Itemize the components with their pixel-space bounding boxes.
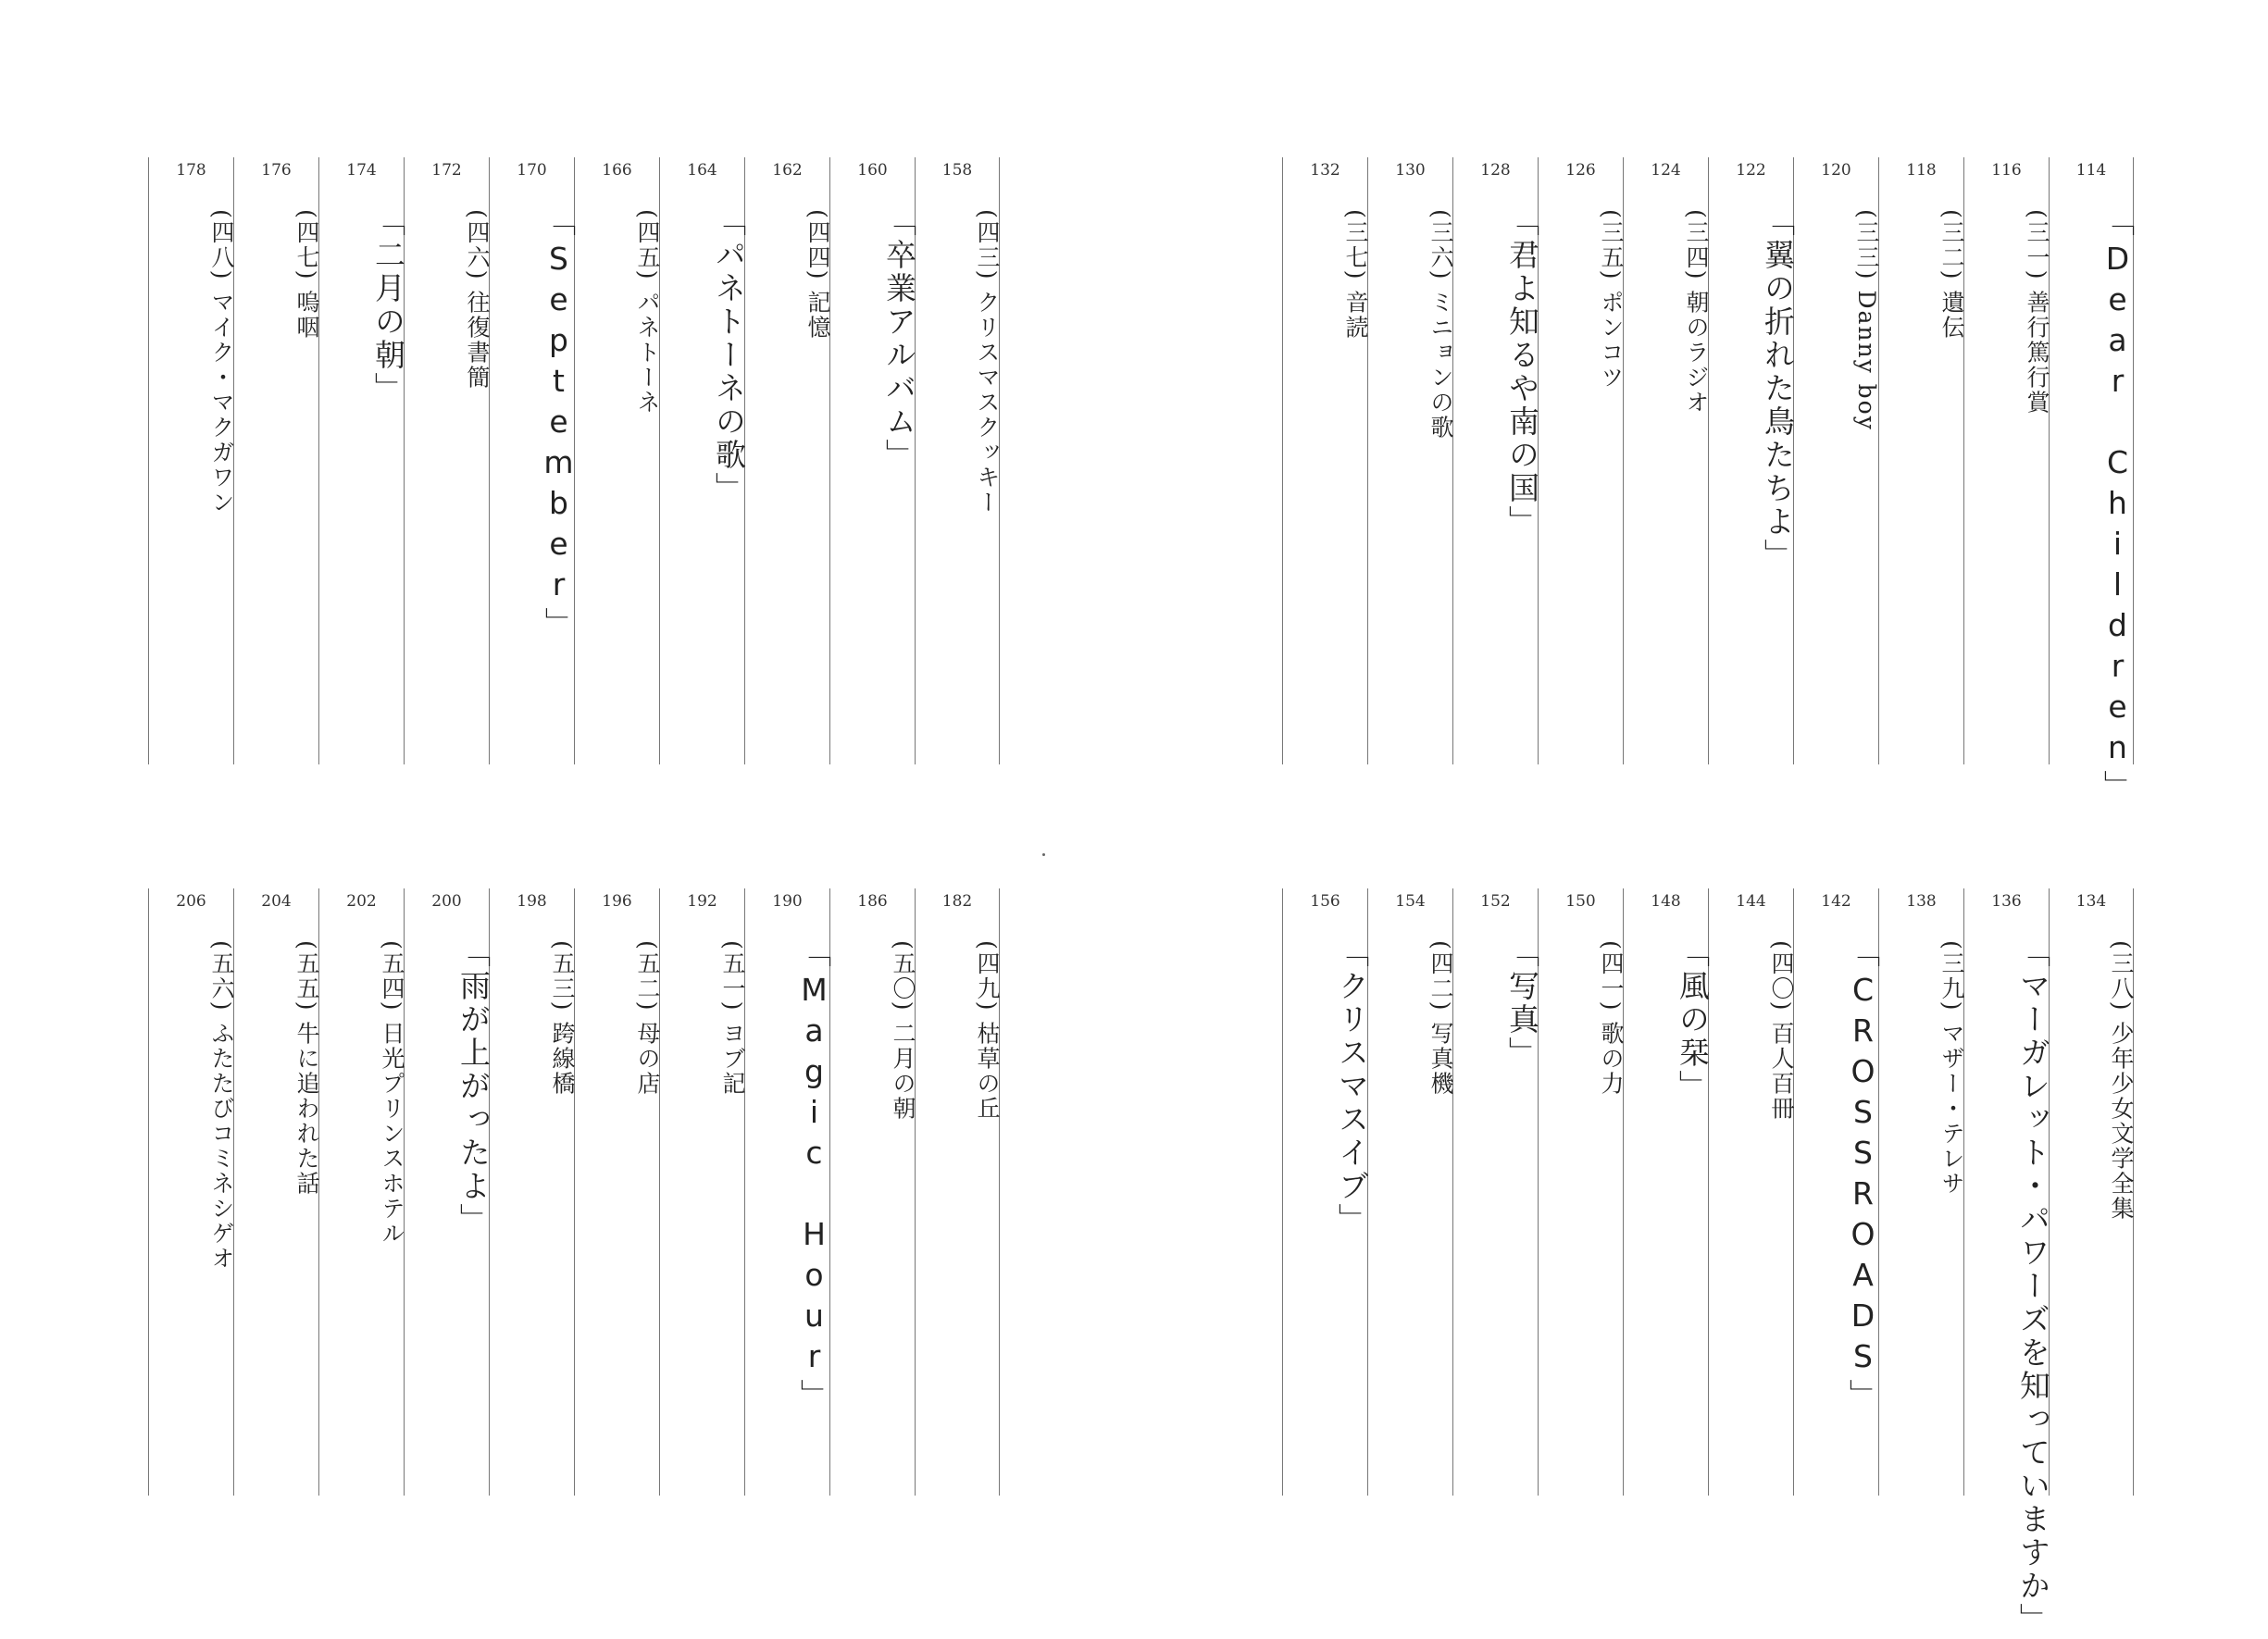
toc-entry[interactable] [1452,157,1538,764]
page-number: 148 [1651,892,1681,911]
page-number: 196 [602,892,632,911]
toc-entry[interactable] [404,157,489,764]
entry-title: (三八) 少年少女文学全集 [2108,940,2135,1222]
toc-entry[interactable] [1878,888,1963,1496]
page-number: 200 [431,892,462,911]
page-number: 150 [1565,892,1596,911]
page-number: 204 [261,892,292,911]
toc-bottom-left-block [148,888,1000,1496]
page-number: 160 [857,161,888,180]
entry-title: (四六) 往復書簡 [464,209,491,391]
toc-entry[interactable] [318,157,404,764]
toc-entry[interactable] [489,888,574,1496]
page-number: 126 [1565,161,1596,180]
entry-title: 「二月の朝」 [370,205,406,405]
entry-title: 「クリスマスイブ」 [1334,937,1370,1236]
entry-title: (四八) マイク・マクガワン [208,209,235,515]
toc-entry[interactable] [404,888,492,1496]
toc-entry[interactable] [1963,888,2051,1636]
page-number: 172 [431,161,462,180]
toc-top-left-block [148,157,1000,764]
toc-entry[interactable] [1367,157,1452,764]
toc-entry[interactable] [659,888,744,1496]
toc-entry[interactable] [1538,888,1623,1496]
page-number: 178 [176,161,206,180]
entry-title: 「君よ知るや南の国」 [1504,205,1540,539]
page-number: 156 [1310,892,1340,911]
page-number: 198 [517,892,547,911]
center-mark [1042,853,1045,856]
entry-title: (四七) 嗚咽 [293,209,320,341]
toc-top-right-block [1282,157,2136,805]
toc-entry[interactable] [915,157,1000,764]
entry-title: (五〇) 二月の朝 [890,940,916,1122]
entry-title: 「雨が上がったよ」 [455,937,492,1236]
toc-entry[interactable] [233,888,318,1496]
toc-entry[interactable] [1367,888,1452,1496]
toc-entry[interactable] [574,888,659,1496]
entry-title: 「卒業アルバム」 [881,205,917,472]
toc-entry[interactable] [1793,888,1881,1496]
entry-title: (五六) ふたたびコミネシゲオ [208,940,235,1272]
entry-title: (五五) 牛に追われた話 [293,940,320,1197]
entry-title: 「September」 [541,205,577,642]
toc-entry[interactable] [1538,157,1623,764]
page-number: 122 [1736,161,1766,180]
page-number: 136 [1991,892,2022,911]
entry-title: 「パネトーネの歌」 [711,205,747,505]
toc-entry[interactable] [1708,157,1796,764]
entry-title: (五三) 跨線橋 [549,940,576,1097]
page-number: 128 [1480,161,1511,180]
entry-title: (三一) 善行篤行賞 [2024,209,2050,416]
page-number: 120 [1821,161,1851,180]
entry-title: 「翼の折れた鳥たちよ」 [1760,205,1796,572]
entry-title: (五二) 母の店 [634,940,661,1097]
toc-entry[interactable] [1282,157,1367,764]
entry-title: 「Dear Children」 [2100,205,2136,805]
toc-entry[interactable] [744,888,832,1496]
entry-title: 「写真」 [1504,937,1540,1070]
entry-title: 「CROSSROADS」 [1845,937,1881,1414]
entry-title: (三五) ポンコツ [1598,209,1625,391]
toc-entry[interactable] [1452,888,1538,1496]
toc-bottom-right-block [1282,888,2135,1636]
entry-title: (四五) パネトーネ [634,209,661,416]
entry-title: 「風の栞」 [1675,937,1711,1103]
toc-entry[interactable] [1623,888,1711,1496]
toc-entry[interactable] [829,888,915,1496]
entry-title: (三二) 遺伝 [1938,209,1965,341]
page-number: 130 [1395,161,1426,180]
toc-entry[interactable] [148,888,233,1496]
page-number: 134 [2075,892,2107,911]
page-number: 124 [1651,161,1681,180]
toc-entry[interactable] [2049,888,2134,1496]
page-number: 166 [602,161,632,180]
page-number: 174 [346,161,377,180]
page-number: 118 [1906,161,1937,180]
toc-entry[interactable] [1623,157,1708,764]
toc-entry[interactable] [915,888,1000,1496]
toc-entry[interactable] [148,157,233,764]
page-number: 154 [1395,892,1426,911]
toc-entry[interactable] [1878,157,1963,764]
entry-title: (四九) 枯草の丘 [974,940,1001,1122]
entry-title: (三六) ミニョンの歌 [1427,209,1454,441]
page-number: 190 [772,892,803,911]
page-number: 176 [261,161,292,180]
page-number: 170 [517,161,547,180]
toc-entry[interactable] [1282,888,1370,1496]
page-number: 152 [1480,892,1511,911]
toc-entry[interactable] [1708,888,1793,1496]
entry-title: (四三) クリスマスクッキー [974,209,1001,515]
entry-title: (四四) 記憶 [804,209,831,341]
page-number: 132 [1310,161,1340,180]
entry-title: (五四) 日光プリンスホテル [379,940,405,1247]
toc-entry[interactable] [489,157,577,764]
page-number: 186 [857,892,888,911]
page-number: 164 [687,161,717,180]
page-number: 158 [941,161,973,180]
entry-title: (三四) 朝のラジオ [1683,209,1710,416]
page-number: 202 [346,892,377,911]
page-number: 192 [687,892,717,911]
toc-entry[interactable] [1793,157,1878,764]
page-number: 142 [1821,892,1851,911]
toc-entry[interactable] [744,157,829,764]
page-number: 114 [2075,161,2107,180]
page-number: 116 [1991,161,2022,180]
entry-title: 「Magic Hour」 [796,937,832,1414]
entry-title: (五一) ヨブ記 [719,940,746,1097]
page-number: 144 [1736,892,1766,911]
toc-entry[interactable] [233,157,318,764]
entry-title: (三七) 音読 [1342,209,1369,341]
page-number: 182 [941,892,973,911]
toc-entry[interactable] [2049,157,2136,805]
page-number: 162 [772,161,803,180]
entry-title: (三九) マザー・テレサ [1938,940,1965,1197]
toc-entry[interactable] [829,157,915,764]
entry-title: (四一) 歌の力 [1598,940,1625,1097]
entry-title: (三三) Danny boy [1853,209,1880,431]
toc-entry[interactable] [318,888,404,1496]
entry-title: (四〇) 百人百冊 [1768,940,1795,1122]
page-number: 138 [1906,892,1937,911]
entry-title: (四二) 写真機 [1427,940,1454,1097]
page-number: 206 [176,892,206,911]
toc-entry[interactable] [1963,157,2049,764]
toc-entry[interactable] [574,157,659,764]
entry-title: 「マーガレット・パワーズを知っていますか」 [2015,937,2051,1636]
toc-entry[interactable] [659,157,747,764]
